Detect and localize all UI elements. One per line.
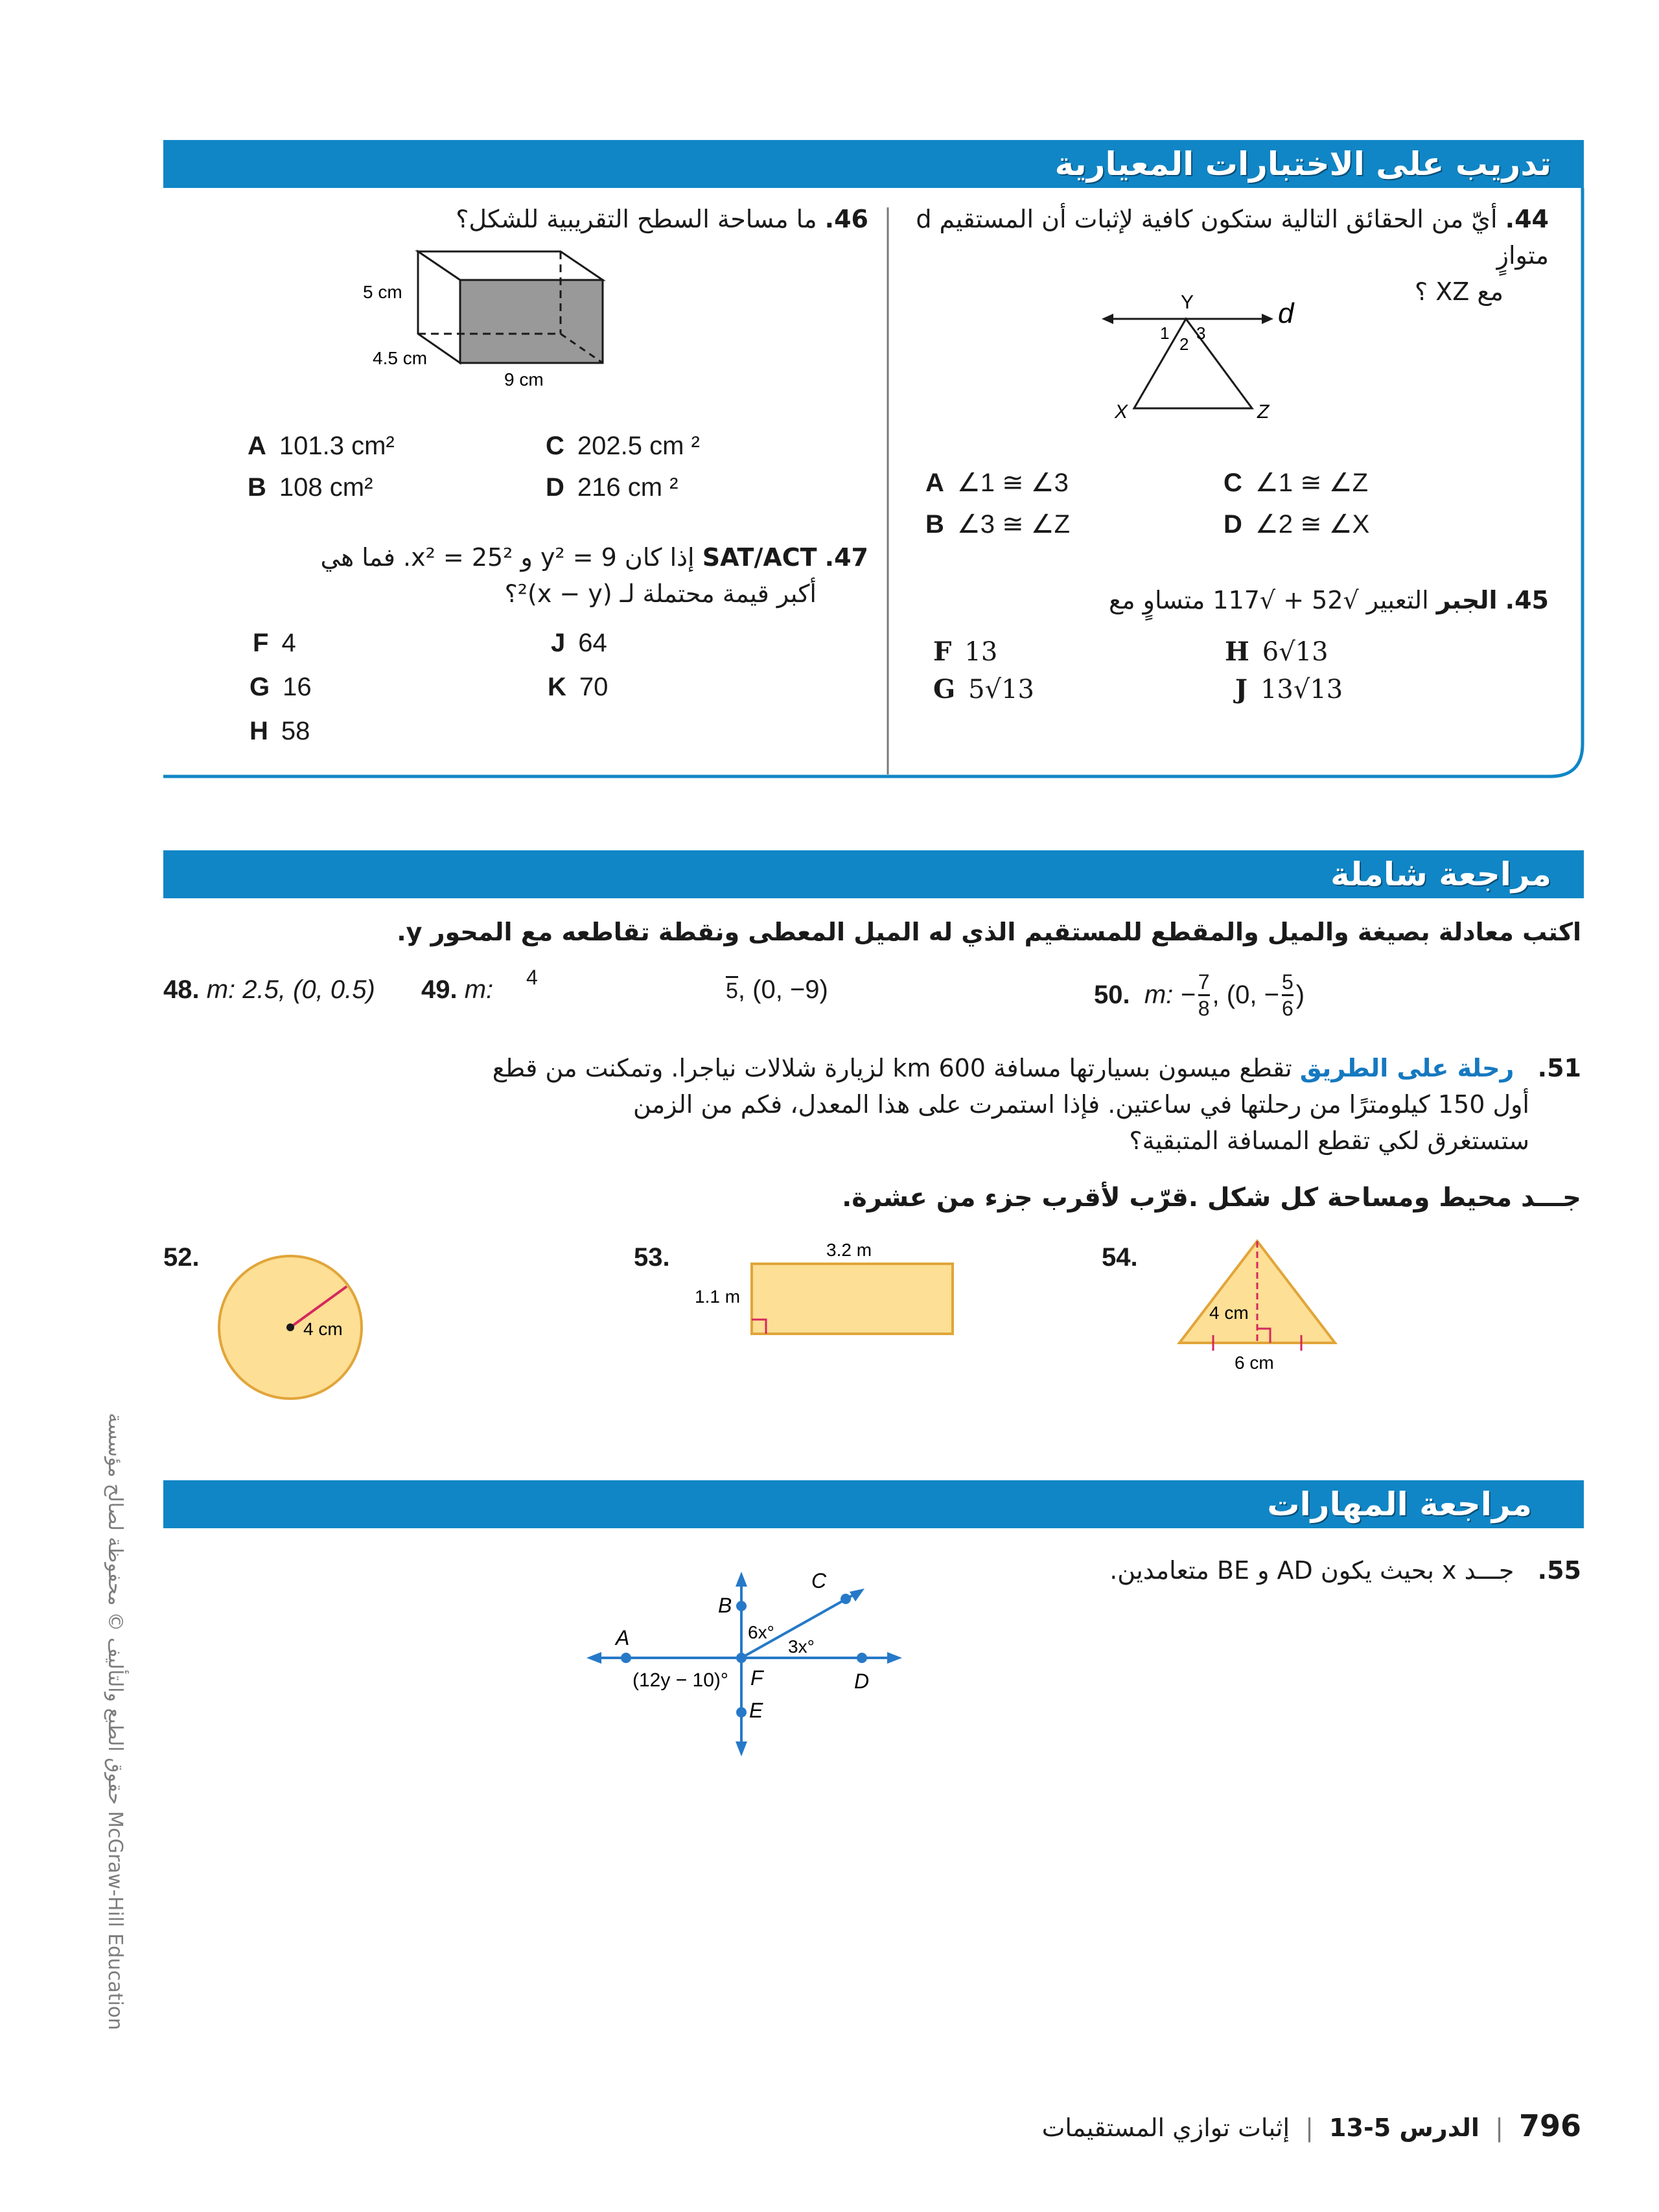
option-45-H[interactable]: H 6√13 [1225,636,1328,667]
question-label: رحلة على الطريق [1299,1054,1514,1082]
fraction-49-numerator: 4 [526,966,538,989]
question-number: 45. [1505,586,1549,614]
point-F: F [750,1666,763,1690]
question-text: أيّ من الحقائق التالية ستكون كافية لإثبات أن المستقيم d متوازٍ [916,205,1549,270]
question-51: 51. رحلة على الطريق تقطع ميسون بسيارتها مسافة 600 km لزيارة شلالات نياجرا. وتمكنت من قطع أول 150 كيلومترًا من رحلتها في ساعتين. فإذا استمرت على هذا المعدل، فكم من الزمن ستستغرق لكي تقطع المسافة المتبقية؟ [492,1054,1581,1155]
label-height: 5 cm [363,282,402,302]
perpendicular-lines-figure [583,1568,907,1763]
copyright-text: حقوق الطبع والتأليف © محفوظة لصالح مؤسسة McGraw-Hill Education [104,1413,126,2031]
option-47-F[interactable]: F 4 [253,629,296,657]
option-47-K[interactable]: K 70 [548,673,609,701]
label-Z: Z [1257,401,1270,423]
question-47 [233,539,868,612]
point-E: E [749,1699,763,1722]
option-44-C[interactable]: C ∠1 ≅ ∠Z [1224,469,1369,497]
label-Y: Y [1181,292,1194,313]
option-47-J[interactable]: J 64 [551,629,607,657]
copyright-sidebar [104,1413,146,2087]
option-45-J[interactable]: J 13√13 [1235,674,1343,704]
section-title: مراجعة شاملة [1330,856,1551,893]
triangle-figure [1173,1231,1341,1380]
label-depth: 4.5 cm [373,348,428,368]
question-49: 49. m: [421,975,494,1004]
point-D: D [854,1670,870,1693]
option-47-H[interactable]: H 58 [249,717,310,745]
angle-6x: 6x° [748,1622,774,1642]
label-width: 9 cm [504,369,544,390]
question-text: ما مساحة السطح التقريبية للشكل؟ [456,205,817,233]
question-number: 44. [1505,205,1549,233]
option-46-C[interactable]: C 202.5 cm ² [546,432,700,460]
section-title: تدريب على الاختبارات المعيارية [1054,145,1551,183]
instruction: اكتب معادلة بصيغة والميل والمقطع للمستقيم الذي له الميل المعطى ونقطة تقاطعه مع المحور y. [397,918,1581,946]
question-50: 50. m: − $\frac{7}{8}$ , (0, − $\frac{5}{6}$ ) [1094,970,1305,1020]
standardized-test-banner [163,140,1584,188]
question-53-number: 53. [634,1243,670,1272]
option-47-G[interactable]: G 16 [249,673,312,701]
option-45-F[interactable]: F 13 [933,636,998,667]
question-45 [901,582,1549,618]
label-d: d [1278,297,1294,329]
base-label: 6 cm [1235,1353,1274,1373]
question-label: الجبر [1436,586,1498,614]
option-45-G[interactable]: G 5√13 [933,674,1035,704]
option-44-B[interactable]: B ∠3 ≅ ∠Z [925,510,1071,539]
circle-figure [214,1251,369,1406]
page-number: 796 [1518,2108,1581,2143]
angle-12y: (12y − 10)° [632,1670,728,1691]
option-46-A[interactable]: A 101.3 cm² [248,432,395,460]
option-44-A[interactable]: A ∠1 ≅ ∠3 [925,469,1069,497]
question-52-number: 52. [163,1243,200,1272]
radius-label: 4 cm [303,1319,343,1339]
skills-review-banner [163,1480,1584,1528]
page-footer: 796 | الدرس 5-13 | إثبات توازي المستقيمات [1041,2108,1581,2143]
spiral-review-banner [163,850,1584,898]
question-46 [233,201,868,237]
fraction-49: 5, (0, −9) [726,975,828,1004]
point-B: B [718,1594,732,1617]
question-text: التعبير √52 + √117 متساوٍ مع [1109,586,1429,614]
question-55: 55. جـــد x بحيث يكون AD و BE متعامدين. [1109,1556,1581,1585]
question-label: SAT/ACT [702,543,817,572]
option-44-D[interactable]: D ∠2 ≅ ∠X [1224,510,1370,539]
lesson-title: إثبات توازي المستقيمات [1041,2113,1290,2142]
question-text-2: مع XZ ؟ [1415,277,1503,306]
width-label: 3.2 m [826,1240,872,1260]
point-A: A [616,1626,630,1649]
point-C: C [811,1569,827,1592]
section-title: مراجعة المهارات [1267,1485,1532,1523]
question-text-2: أكبر قيمة محتملة لـ (x − y)²؟ [504,579,817,608]
label-X: X [1115,401,1128,423]
option-46-B[interactable]: B 108 cm² [248,473,373,502]
label-3: 3 [1196,323,1206,343]
question-54-number: 54. [1102,1243,1138,1272]
lesson-number: الدرس 5-13 [1329,2113,1479,2142]
question-number: 46. [824,205,868,233]
label-1: 1 [1160,323,1170,343]
height-label: 4 cm [1209,1303,1249,1323]
rectangular-prism-figure [363,246,622,395]
question-text: إذا كان y² = 9 و x² = 25². فما هي [320,543,695,572]
angle-3x: 3x° [788,1636,815,1657]
parallel-line-triangle-figure [1102,285,1309,428]
label-2: 2 [1179,334,1189,354]
height-label: 1.1 m [695,1286,741,1307]
rectangle-figure [687,1231,959,1348]
option-46-D[interactable]: D 216 cm ² [546,473,679,502]
question-48: 48. m: 2.5, (0, 0.5) [163,975,375,1004]
instruction-2: جـــد محيط ومساحة كل شكل .قرّب لأقرب جزء من عشرة. [842,1183,1581,1213]
question-number: 47. [824,543,868,572]
